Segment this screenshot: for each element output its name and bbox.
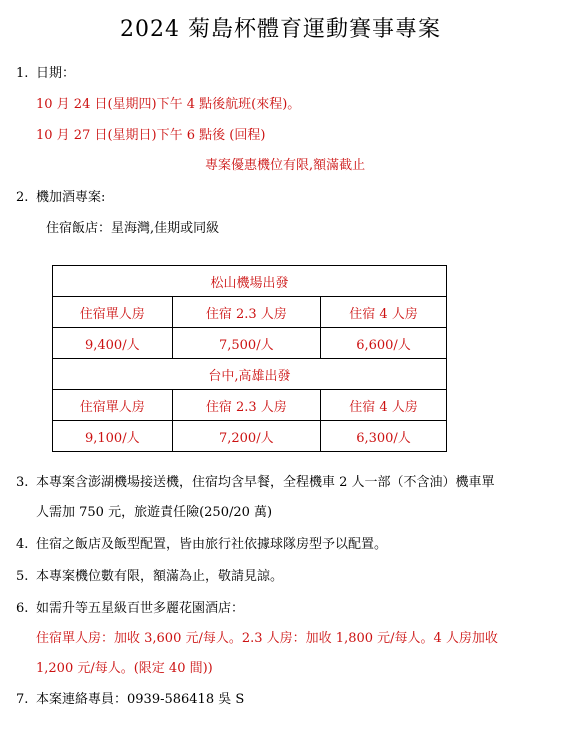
departure-taichung-kaohsiung: 台中,高雄出發 (53, 359, 447, 390)
hotel-info: 住宿飯店：星海灣,佳期或同級 (46, 221, 220, 236)
item-number: 2. (16, 190, 29, 205)
section-5 (16, 565, 283, 584)
table-price-row (53, 328, 447, 359)
contact-info: 本案連絡專員：0939-586418 吳 S (36, 692, 245, 707)
price-single: 9,100/人 (53, 421, 173, 452)
upgrade-price-line-2: 1,200 元/每人。(限定 40 間)) (36, 661, 213, 676)
item-number: 1. (16, 66, 29, 81)
upgrade-heading: 如需升等五星級百世多麗花園酒店： (36, 601, 245, 616)
seat-limit-note: 本專案機位數有限，額滿為止，敬請見諒。 (36, 569, 284, 584)
item-number: 3. (16, 475, 29, 490)
room-type-single: 住宿單人房 (53, 390, 173, 421)
outbound-date: 10 月 24 日(星期四)下午 4 點後航班(來程)。 (36, 97, 301, 112)
room-type-double-triple: 住宿 2.3 人房 (172, 390, 320, 421)
section-7 (16, 688, 244, 707)
upgrade-price-line-1: 住宿單人房：加收 3,600 元/每人。2.3 人房：加收 1,800 元/每人。4 人房加收 (36, 631, 498, 646)
room-type-double-triple: 住宿 2.3 人房 (172, 297, 320, 328)
item-number: 7. (16, 692, 29, 707)
table-group-title-row (53, 359, 447, 390)
price-quad: 6,600/人 (321, 328, 447, 359)
price-double-triple: 7,200/人 (172, 421, 320, 452)
section-6 (16, 597, 244, 616)
table-header-row (53, 390, 447, 421)
date-label: 日期： (36, 66, 76, 81)
section-1-heading (16, 62, 75, 81)
price-single: 9,400/人 (53, 328, 173, 359)
room-type-quad: 住宿 4 人房 (321, 390, 447, 421)
section-2-heading (16, 186, 105, 205)
table-group-title-row (53, 266, 447, 297)
item-number: 5. (16, 569, 29, 584)
transfer-info: 本專案含澎湖機場接送機，住宿均含早餐，全程機車 2 人一部（不含油）機車單 (36, 475, 495, 490)
item-number: 6. (16, 601, 29, 616)
fare-table (52, 265, 447, 452)
package-label: 機加酒專案: (36, 190, 106, 205)
room-allocation-note: 住宿之飯店及飯型配置，皆由旅行社依據球隊房型予以配置。 (36, 537, 388, 552)
departure-songshan: 松山機場出發 (53, 266, 447, 297)
limited-seats-notice: 專案優惠機位有限,額滿截止 (205, 158, 366, 173)
price-quad: 6,300/人 (321, 421, 447, 452)
room-type-single: 住宿單人房 (53, 297, 173, 328)
return-date: 10 月 27 日(星期日)下午 6 點後 (回程) (36, 128, 266, 143)
section-4 (16, 533, 387, 552)
room-type-quad: 住宿 4 人房 (321, 297, 447, 328)
section-3-line-1 (16, 471, 495, 490)
price-double-triple: 7,500/人 (172, 328, 320, 359)
table-price-row (53, 421, 447, 452)
page-title: 2024 菊島杯體育運動賽事專案 (120, 17, 441, 42)
section-3-line-2: 人需加 750 元，旅遊責任險(250/20 萬) (36, 505, 273, 520)
table-header-row (53, 297, 447, 328)
item-number: 4. (16, 537, 29, 552)
